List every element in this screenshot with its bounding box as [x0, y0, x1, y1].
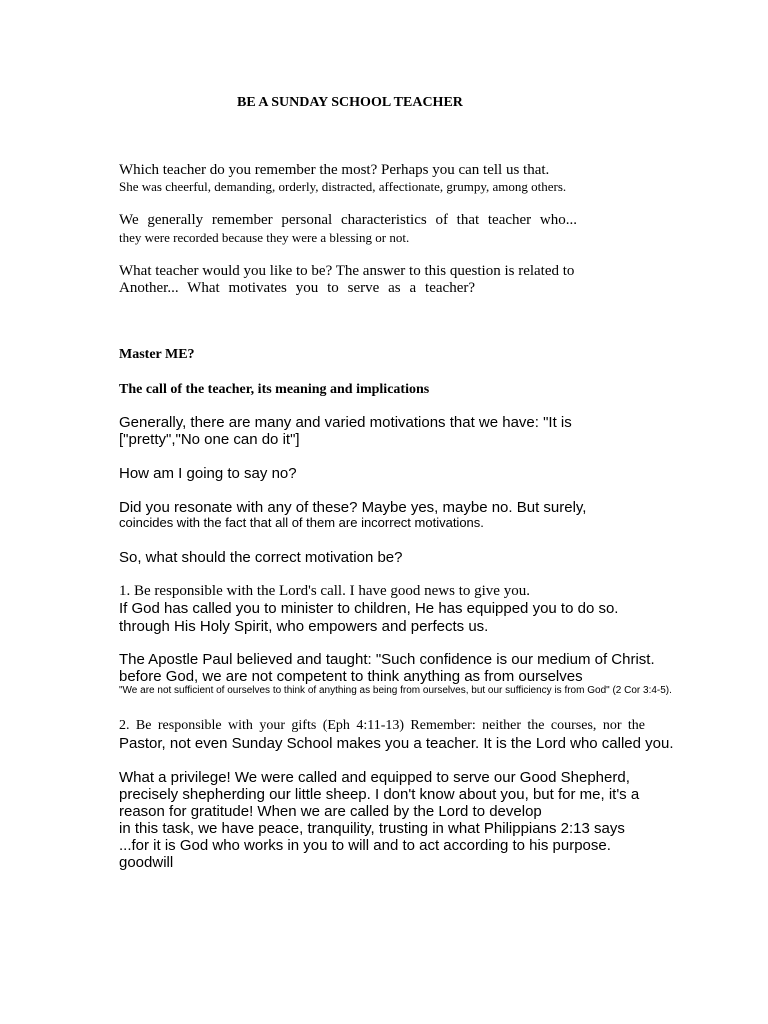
- body-line-4: Did you resonate with any of these? Maybe yes, maybe no. But surely,: [119, 499, 587, 516]
- body-line-3: How am I going to say no?: [119, 465, 297, 482]
- body-line-2: ["pretty","No one can do it"]: [119, 431, 300, 448]
- body-line-18: in this task, we have peace, tranquility, trusting in what Philippians 2:13 says: [119, 820, 625, 837]
- body-line-8: If God has called you to minister to children, He has equipped you to do so.: [119, 600, 619, 617]
- body-line-11: before God, we are not competent to think anything as from ourselves: [119, 668, 583, 685]
- intro-line-4: they were recorded because they were a blessing or not.: [119, 230, 410, 245]
- document-title: BE A SUNDAY SCHOOL TEACHER: [237, 95, 463, 110]
- intro-line-1: Which teacher do you remember the most? Perhaps you can tell us that.: [119, 162, 550, 178]
- body-line-20: goodwill: [119, 854, 174, 871]
- body-line-13: 2. Be responsible with your gifts (Eph 4:11-13) Remember: neither the courses, nor the: [119, 718, 645, 733]
- body-line-19: ...for it is God who works in you to will and to act according to his purpose.: [119, 837, 611, 854]
- body-line-9: through His Holy Spirit, who empowers and perfects us.: [119, 618, 489, 635]
- body-line-15: What a privilege! We were called and equipped to serve our Good Shepherd,: [119, 769, 630, 786]
- body-line-5: coincides with the fact that all of them are incorrect motivations.: [119, 515, 484, 530]
- body-line-10: The Apostle Paul believed and taught: "Such confidence is our medium of Christ.: [119, 651, 655, 668]
- body-line-1: Generally, there are many and varied motivations that we have: "It is: [119, 414, 572, 431]
- section-title: Master ME?: [119, 347, 195, 362]
- subheading: The call of the teacher, its meaning and implications: [119, 382, 430, 397]
- body-line-7: 1. Be responsible with the Lord's call. I have good news to give you.: [119, 583, 530, 599]
- body-line-14: Pastor, not even Sunday School makes you a teacher. It is the Lord who called you.: [119, 735, 674, 752]
- body-line-17: reason for gratitude! When we are called by the Lord to develop: [119, 803, 542, 820]
- body-line-16: precisely shepherding our little sheep. I don't know about you, but for me, it's a: [119, 786, 640, 803]
- body-line-6: So, what should the correct motivation be?: [119, 549, 403, 566]
- intro-line-3: We generally remember personal characteristics of that teacher who...: [119, 212, 577, 228]
- intro-line-2: She was cheerful, demanding, orderly, distracted, affectionate, grumpy, among others.: [119, 179, 567, 194]
- scripture-quote: "We are not sufficient of ourselves to think of anything as being from ourselves, but our sufficiency is from God" (2 Cor 3:4-5).: [119, 685, 672, 696]
- intro-line-5: What teacher would you like to be? The answer to this question is related to: [119, 263, 575, 279]
- intro-line-6: Another... What motivates you to serve as a teacher?: [119, 280, 475, 296]
